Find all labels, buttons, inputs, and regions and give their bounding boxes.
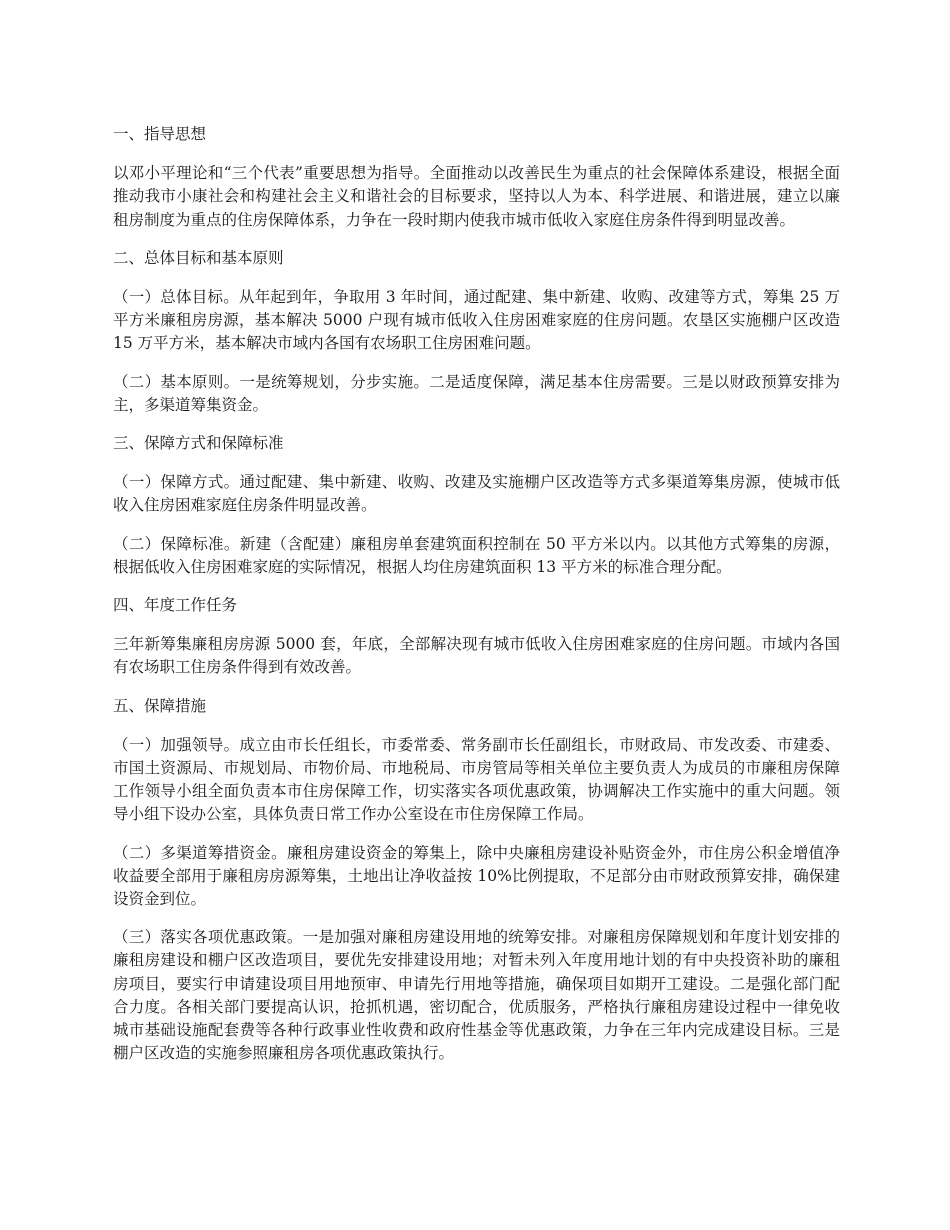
section-heading-methods-standards: 三、保障方式和保障标准 bbox=[113, 434, 284, 453]
paragraph-basic-principles: （二）基本原则。一是统筹规划，分步实施。二是适度保障，满足基本住房需要。三是以财政预算安排为主，多渠道筹集资金。 bbox=[113, 372, 840, 414]
paragraph-overall-goal: （一）总体目标。从年起到年，争取用 3 年时间，通过配建、集中新建、收购、改建等方式，筹集 25 万平方米廉租房房源，基本解决 5000 户现有城市低收入住房困难家庭的住房问题。农垦区实施棚户区改造 15 万平方米，基本解决市域内各国有农场职工住房困难问题。 bbox=[113, 288, 840, 353]
paragraph-guarantee-standards: （二）保障标准。新建（含配建）廉租房单套建筑面积控制在 50 平方米以内。以其他方式筹集的房源，根据低收入住房困难家庭的实际情况，根据人均住房建筑面积 13 平方米的标准合理分配。 bbox=[113, 534, 840, 576]
section-heading-guiding-ideology: 一、指导思想 bbox=[113, 125, 207, 143]
paragraph-annual-tasks: 三年新筹集廉租房房源 5000 套，年底，全部解决现有城市低收入住房困难家庭的住房问题。市域内各国有农场职工住房条件得到有效改善。 bbox=[113, 635, 840, 677]
document-page bbox=[113, 123, 840, 1081]
paragraph-guiding-ideology: 以邓小平理论和“三个代表”重要思想为指导。全面推动以改善民生为重点的社会保障体系建设，根据全面推动我市小康社会和构建社会主义和谐社会的目标要求，坚持以人为本、科学进展、和谐进展，建立以廉租房制度为重点的住房保障体系，力争在一段时期内使我市城市低收入家庭住房条件得到明显改善。 bbox=[113, 164, 840, 229]
section-heading-measures: 五、保障措施 bbox=[113, 696, 207, 715]
section-heading-annual-tasks: 四、年度工作任务 bbox=[113, 596, 238, 615]
section-heading-goals-principles: 二、总体目标和基本原则 bbox=[113, 248, 284, 267]
paragraph-raise-funds: （二）多渠道筹措资金。廉租房建设资金的筹集上，除中央廉租房建设补贴资金外，市住房公积金增值净收益要全部用于廉租房房源筹集，土地出让净收益按 10%比例提取，不足部分由市财政预算安排，确保建设资金到位。 bbox=[113, 843, 840, 909]
paragraph-preferential-policies: （三）落实各项优惠政策。一是加强对廉租房建设用地的统筹安排。对廉租房保障规划和年度计划安排的廉租房建设和棚户区改造项目，要优先安排建设用地；对暂未列入年度用地计划的有中央投资补助的廉租房项目，要实行申请建设项目用地预审、申请先行用地等措施，确保项目如期开工建设。二是强化部门配合力度。各相关部门要提高认识，抢抓机遇，密切配合，优质服务，严格执行廉租房建设过程中一律免收城市基础设施配套费等各种行政事业性收费和政府性基金等优惠政策，力争在三年内完成建设目标。三是棚户区改造的实施参照廉租房各项优惠政策执行。 bbox=[113, 928, 840, 1063]
paragraph-strengthen-leadership: （一）加强领导。成立由市长任组长，市委常委、常务副市长任副组长，市财政局、市发改委、市建委、市国土资源局、市规划局、市物价局、市地税局、市房管局等相关单位主要负责人为成员的市廉租房保障工作领导小组全面负责本市住房保障工作，切实落实各项优惠政策，协调解决工作实施中的重大问题。领导小组下设办公室，具体负责日常工作办公室设在市住房保障工作局。 bbox=[113, 735, 840, 824]
paragraph-guarantee-methods: （一）保障方式。通过配建、集中新建、收购、改建及实施棚户区改造等方式多渠道筹集房源，使城市低收入住房困难家庭住房条件明显改善。 bbox=[113, 473, 840, 515]
